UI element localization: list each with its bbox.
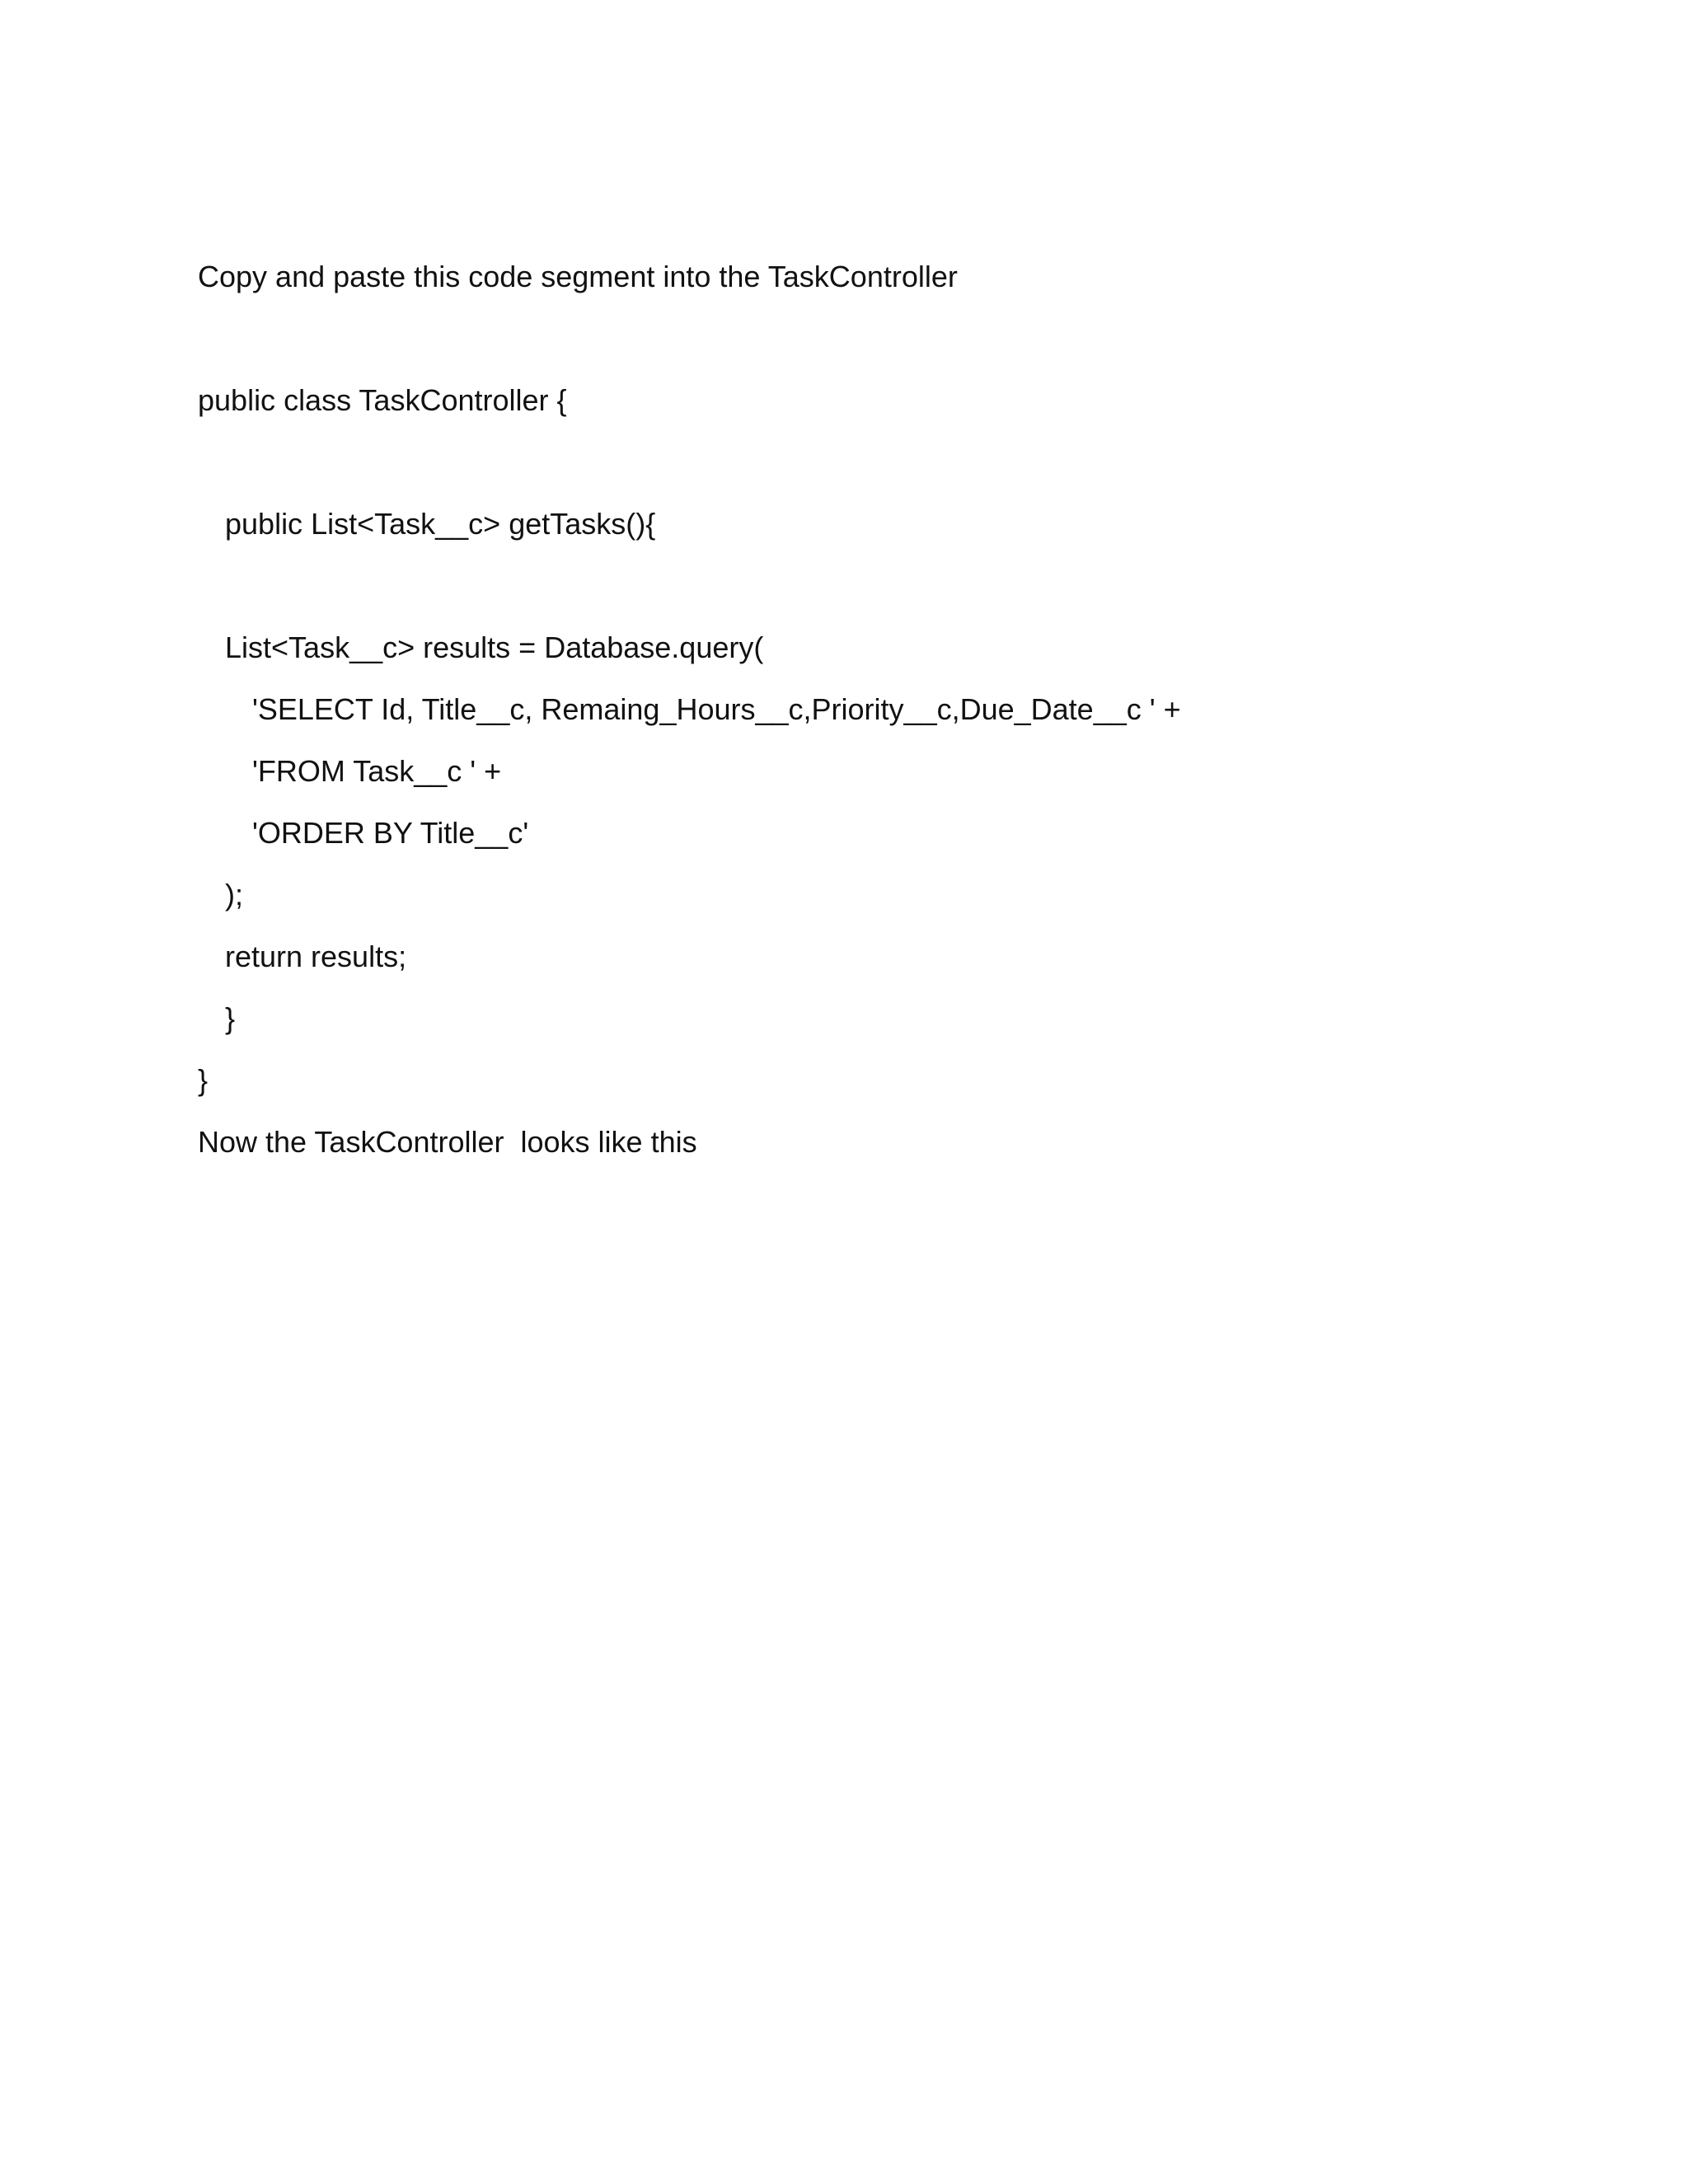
code-line-results-declaration: List<Task__c> results = Database.query(	[225, 630, 764, 664]
outro-text: Now the TaskController looks like this	[198, 1125, 697, 1159]
code-line-class-declaration: public class TaskController {	[198, 383, 567, 417]
code-line-order-by-clause: 'ORDER BY Title__c'	[252, 816, 529, 850]
code-line-from-clause: 'FROM Task__c ' +	[252, 754, 502, 788]
code-line-select-clause: 'SELECT Id, Title__c, Remaing_Hours__c,Priority__c,Due_Date__c ' +	[252, 692, 1181, 726]
code-line-class-close: }	[198, 1063, 209, 1097]
intro-text: Copy and paste this code segment into the TaskController	[198, 260, 958, 293]
code-line-query-close: );	[225, 878, 243, 912]
code-line-method-declaration: public List<Task__c> getTasks(){	[225, 507, 656, 541]
code-line-method-close: }	[225, 1001, 236, 1035]
code-line-return-statement: return results;	[225, 940, 407, 973]
